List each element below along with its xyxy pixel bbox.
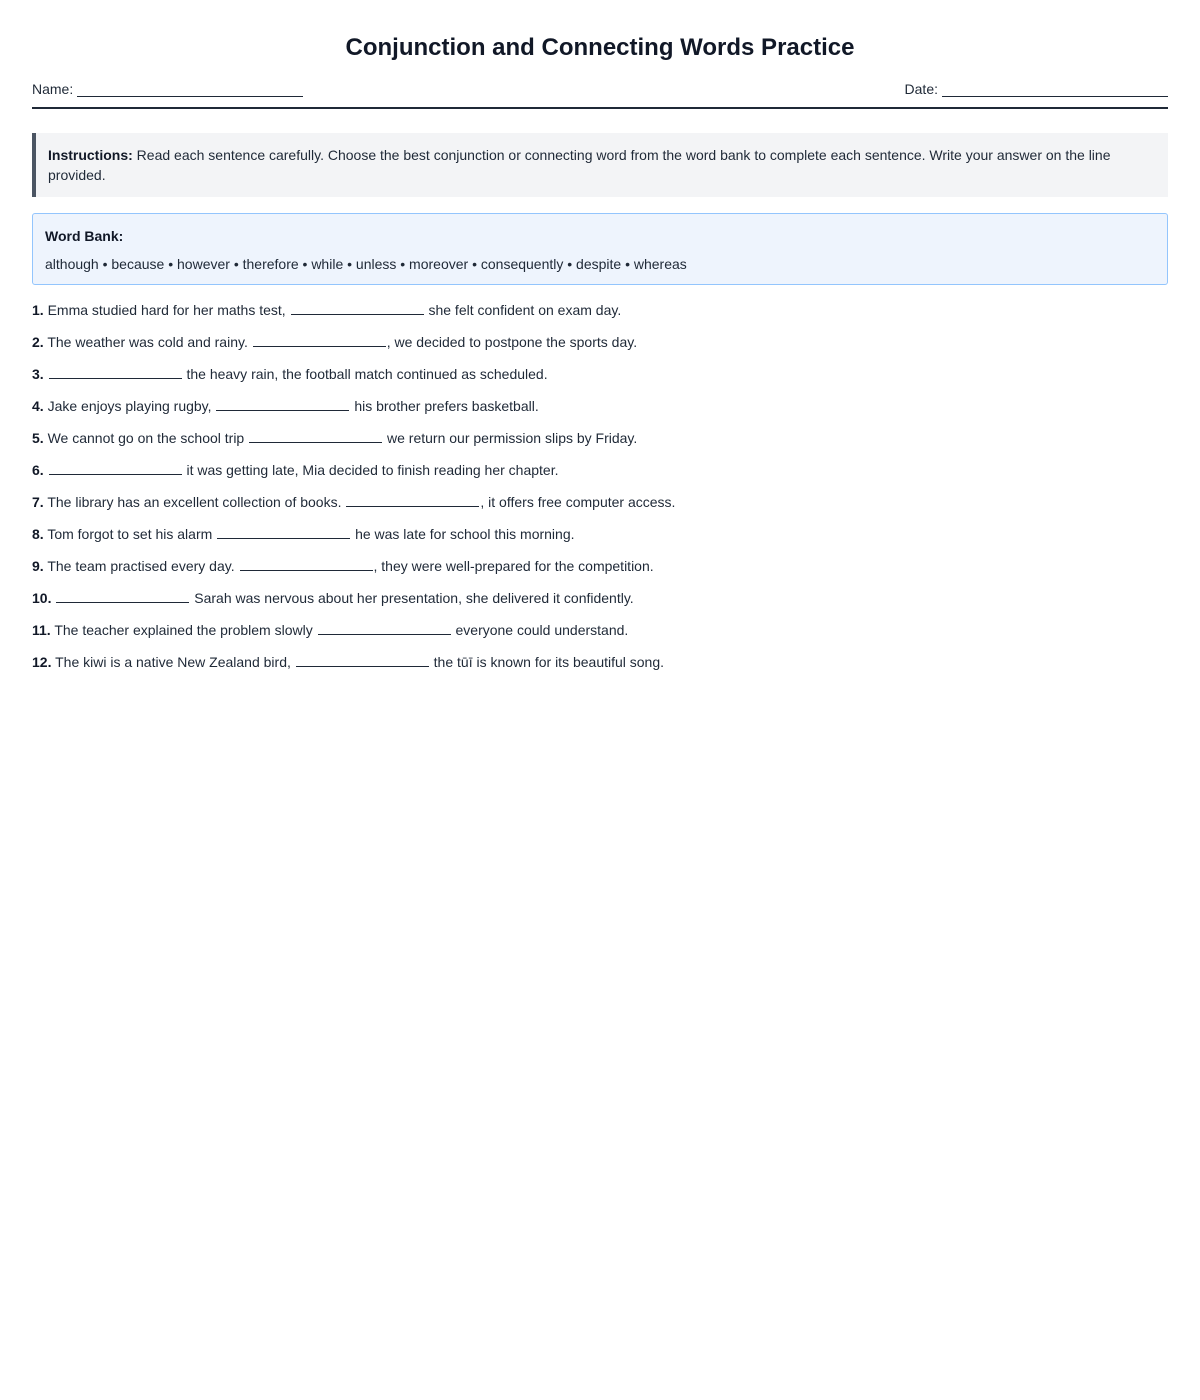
question-text-after: the heavy rain, the football match continued as scheduled. <box>186 366 548 382</box>
question-number: 6. <box>32 462 44 478</box>
answer-blank[interactable] <box>49 366 182 379</box>
answer-blank[interactable] <box>253 334 386 347</box>
question-item <box>32 302 1168 318</box>
question-text-after: , we decided to postpone the sports day. <box>386 334 638 350</box>
question-number: 12. <box>32 654 52 670</box>
answer-blank[interactable] <box>346 494 479 507</box>
question-item <box>32 526 1168 542</box>
question-text-before: The library has an excellent collection of books. <box>47 494 342 510</box>
question-text-before: The team practised every day. <box>47 558 235 574</box>
question-text-after: Sarah was nervous about her presentation, she delivered it confidently. <box>194 590 634 606</box>
page-title: Conjunction and Connecting Words Practice <box>345 34 855 61</box>
answer-blank[interactable] <box>216 398 349 411</box>
answer-blank[interactable] <box>318 622 451 635</box>
question-number: 1. <box>32 302 44 318</box>
question-text-before: Jake enjoys playing rugby, <box>47 398 212 414</box>
question-number: 10. <box>32 590 52 606</box>
question-number: 3. <box>32 366 44 382</box>
date-field <box>905 81 1168 97</box>
word-bank-box <box>32 213 1168 285</box>
answer-blank[interactable] <box>249 430 382 443</box>
answer-blank[interactable] <box>291 302 424 315</box>
answer-blank[interactable] <box>49 462 182 475</box>
question-text-before: The kiwi is a native New Zealand bird, <box>55 654 291 670</box>
word-bank-label: Word Bank: <box>45 228 124 244</box>
answer-blank[interactable] <box>296 654 429 667</box>
date-label: Date: <box>904 81 938 97</box>
question-number: 7. <box>32 494 44 510</box>
question-text-after: , it offers free computer access. <box>480 494 676 510</box>
name-field <box>32 81 303 97</box>
question-text-after: the tūī is known for its beautiful song. <box>433 654 665 670</box>
question-item <box>32 558 1168 574</box>
instructions-text: Read each sentence carefully. Choose the best conjunction or connecting word from the word bank to complete each sentence. Write your answer on the line provided. <box>48 147 1111 183</box>
question-text-before: Tom forgot to set his alarm <box>47 526 213 542</box>
question-item <box>32 494 1168 510</box>
question-text-after: his brother prefers basketball. <box>354 398 539 414</box>
answer-blank[interactable] <box>217 526 350 539</box>
name-label: Name: <box>32 81 74 97</box>
question-list <box>32 302 1168 670</box>
question-number: 5. <box>32 430 44 446</box>
question-item <box>32 622 1168 638</box>
question-text-before: Emma studied hard for her maths test, <box>47 302 286 318</box>
question-text-before: The weather was cold and rainy. <box>47 334 248 350</box>
question-text-after: everyone could understand. <box>455 622 629 638</box>
question-text-after: , they were well-prepared for the competition. <box>373 558 654 574</box>
question-number: 4. <box>32 398 44 414</box>
question-item <box>32 366 1168 382</box>
name-date-row <box>32 81 1168 109</box>
question-text-after: it was getting late, Mia decided to finish reading her chapter. <box>186 462 559 478</box>
question-text-before: The teacher explained the problem slowly <box>54 622 313 638</box>
question-number: 11. <box>32 622 51 638</box>
question-item <box>32 430 1168 446</box>
question-text-after: he was late for school this morning. <box>355 526 575 542</box>
question-text-after: we return our permission slips by Friday. <box>387 430 638 446</box>
question-item <box>32 398 1168 414</box>
question-item <box>32 590 1168 606</box>
question-text-before: We cannot go on the school trip <box>47 430 245 446</box>
worksheet-page <box>32 0 1168 670</box>
word-bank-words: although • because • however • therefore • while • unless • moreover • consequently • despite • whereas <box>45 256 687 272</box>
date-blank-line[interactable] <box>942 82 1168 97</box>
answer-blank[interactable] <box>56 590 189 603</box>
question-item <box>32 462 1168 478</box>
question-number: 8. <box>32 526 44 542</box>
question-number: 2. <box>32 334 44 350</box>
question-item <box>32 334 1168 350</box>
question-text-after: she felt confident on exam day. <box>428 302 622 318</box>
question-item <box>32 654 1168 670</box>
question-number: 9. <box>32 558 44 574</box>
name-blank-line[interactable] <box>77 82 303 97</box>
answer-blank[interactable] <box>240 558 373 571</box>
instructions-label: Instructions: <box>48 147 133 163</box>
instructions-box <box>32 133 1168 197</box>
